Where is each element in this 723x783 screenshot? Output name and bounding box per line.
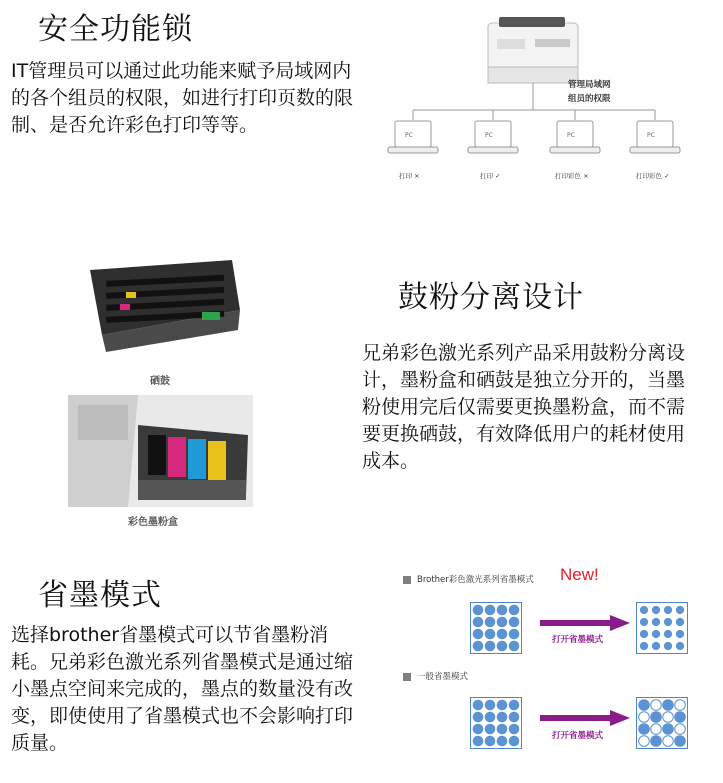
title-toner-save: 省墨模式 [38, 578, 162, 613]
diagram-label-1: 管理局域网 [568, 80, 611, 90]
network-diagram [385, 15, 695, 185]
dots-general-saved-box [636, 697, 688, 749]
caption-drum: 硒鼓 [150, 376, 170, 387]
drum-image [82, 240, 242, 358]
dots-normal-box-2 [470, 697, 522, 749]
pc-caption: 打印 ✓ [480, 172, 501, 180]
caption-toner: 彩色墨粉盒 [128, 517, 178, 528]
diagram-label-2: 组员的权限 [568, 94, 611, 104]
legend-brother [403, 573, 534, 585]
laptop-icon [388, 121, 438, 153]
toner-save-description: 选择brother省墨模式可以节省墨粉消耗。兄弟彩色激光系列省墨模式是通过缩小墨点空间来完成的，墨点的数量没有改变，即使使用了省墨模式也不会影响打印质量。 [11, 624, 354, 754]
pc-label: PC [647, 132, 655, 139]
dots-saved-box [636, 602, 688, 654]
legend-square-icon [403, 576, 411, 584]
laptop-icon [630, 121, 680, 153]
title-security-lock: 安全功能锁 [38, 12, 193, 47]
legend-general-label: 一般省墨模式 [417, 672, 469, 682]
pc-label: PC [405, 132, 413, 139]
laptop-icon [468, 121, 518, 153]
toner-image [68, 395, 253, 507]
arrow-label: 打开省墨模式 [552, 635, 604, 645]
laptop-icon [550, 121, 600, 153]
new-badge: New! [560, 565, 599, 584]
drum-separation-description: 兄弟彩色激光系列产品采用鼓粉分离设计，墨粉盒和硒鼓是独立分开的，当墨粉使用完后仅需要更换墨粉盒，而不需要更换硒鼓，有效降低用户的耗材使用成本。 [362, 342, 686, 472]
legend-square-icon [403, 673, 411, 681]
legend-brother-label: Brother彩色激光系列省墨模式 [417, 575, 534, 585]
security-description: IT管理员可以通过此功能来赋予局域网内的各个组员的权限，如进行打印页数的限制、是否允许彩色打印等等。 [11, 60, 354, 136]
title-drum-separation: 鼓粉分离设计 [398, 280, 584, 315]
pc-caption: 打印彩色 × [555, 172, 589, 180]
pc-label: PC [485, 132, 493, 139]
dots-normal-box [470, 602, 522, 654]
pc-caption: 打印 × [399, 172, 420, 180]
printer-icon [488, 17, 578, 83]
arrow-label-2: 打开省墨模式 [552, 731, 604, 741]
legend-general [403, 670, 468, 682]
pc-label: PC [567, 132, 575, 139]
pc-caption: 打印彩色 ✓ [636, 172, 670, 180]
